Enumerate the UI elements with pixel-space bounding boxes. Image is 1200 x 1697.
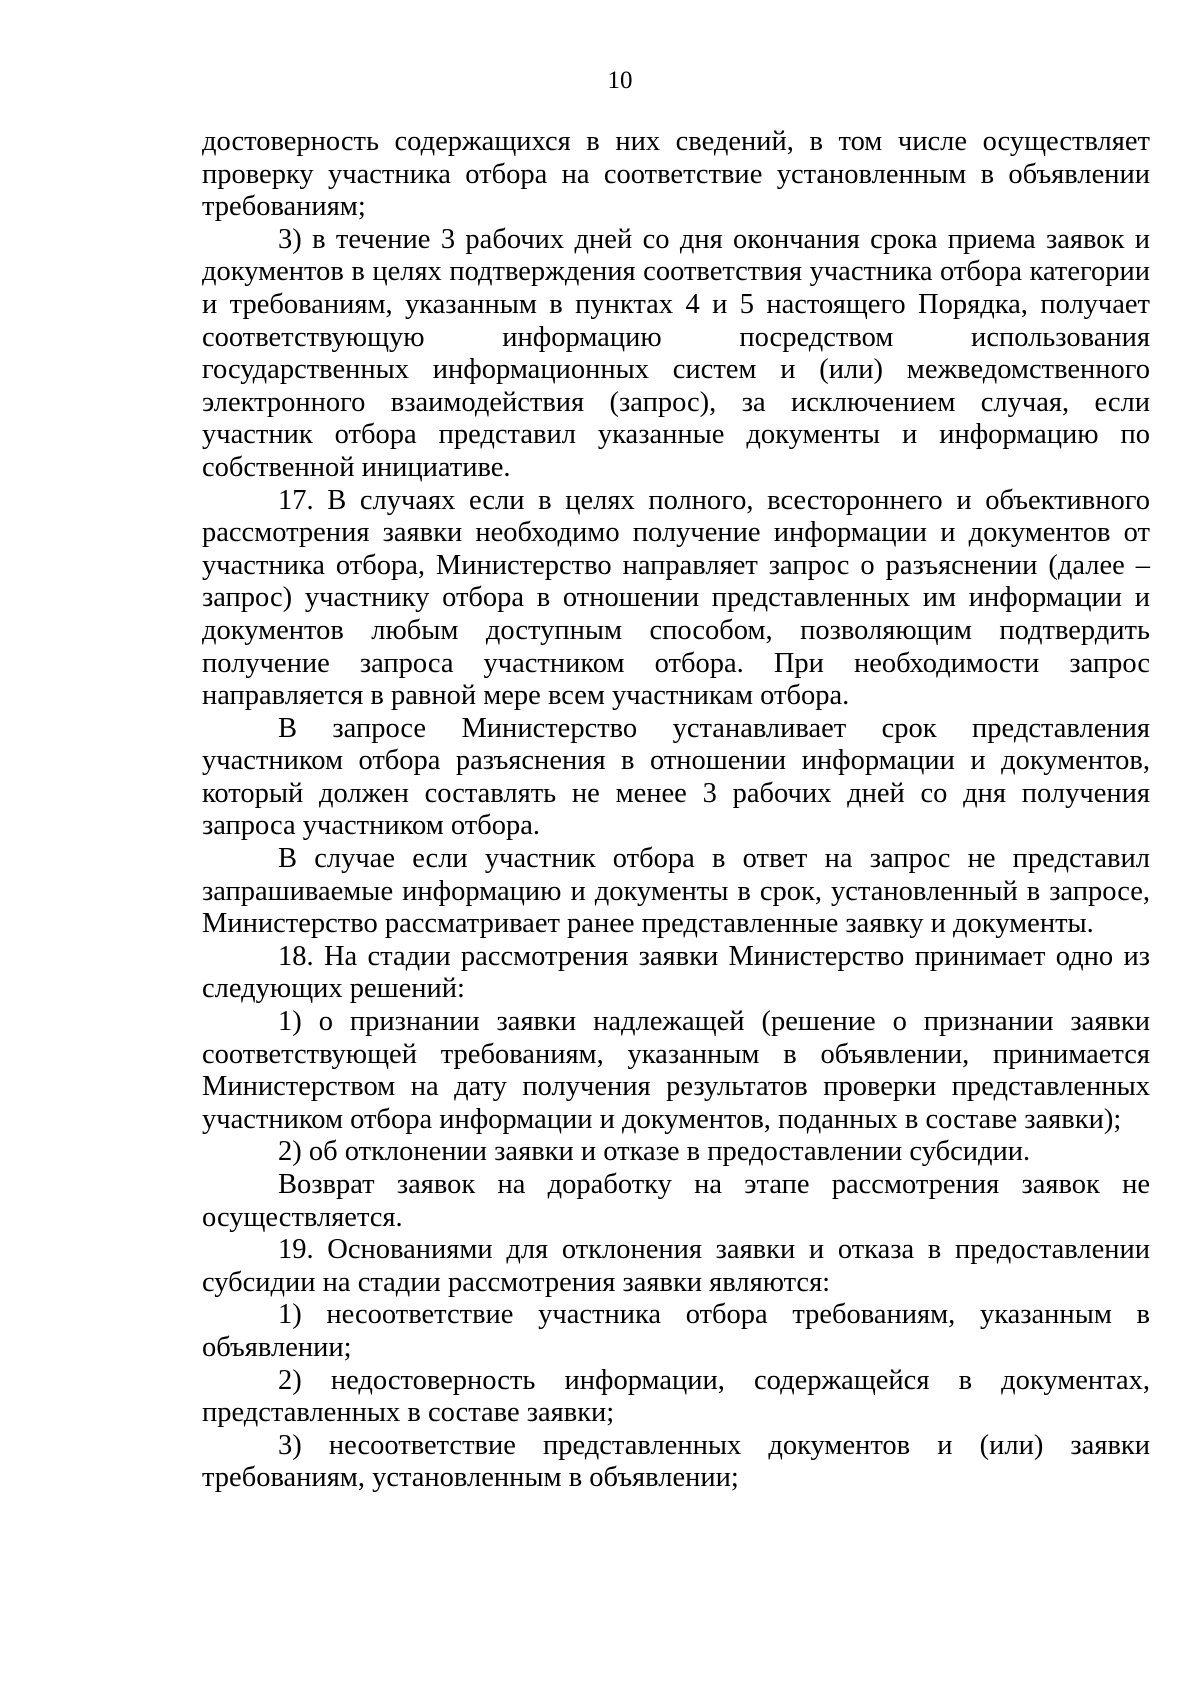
paragraph-clause-17: 17. В случаях если в целях полного, всестороннего и объективного рассмотрения заявки необходимо получение информации и документов от участника отбора, Министерство направляет запрос о разъяснении (далее – запрос) участнику отбора в отношении представленных им информации и документов любым доступным способом, позволяющим подтвердить получение запроса участником отбора. При необходимости запрос направляется в равной мере всем участникам отбора.: [202, 484, 1150, 712]
paragraph-decision-2: 2) об отклонении заявки и отказе в предоставлении субсидии.: [278, 1136, 1031, 1168]
paragraph-decision-1: 1) о признании заявки надлежащей (решение о признании заявки соответствующей требованиям, указанным в объявлении, принимается Министерством на дату получения результатов проверки представленных участником отбора информации и документов, поданных в составе заявки);: [202, 1006, 1150, 1135]
paragraph-ground-2: 2) недостоверность информации, содержащейся в документах, представленных в составе заявки;: [202, 1364, 1150, 1429]
paragraph-item-3: 3) в течение 3 рабочих дней со дня окончания срока приема заявок и документов в целях подтверждения соответствия участника отбора категории и требованиям, указанным в пунктах 4 и 5 настоящего Порядка, получает соответствующую информацию посредством использования государственных информационных систем и (или) межведомственного электронного взаимодействия (запрос), за исключением случая, если участник отбора представил указанные документы и информацию по собственной инициативе.: [202, 223, 1150, 483]
paragraph-ground-1: 1) несоответствие участника отбора требованиям, указанным в объявлении;: [202, 1299, 1150, 1363]
paragraph-continuation: достоверность содержащихся в них сведений, в том числе осуществляет проверку участника отбора на соответствие установленным в объявлении требованиям;: [202, 126, 1150, 223]
paragraph-no-response: В случае если участник отбора в ответ на запрос не представил запрашиваемые информацию и документы в срок, установленный в запросе, Министерство рассматривает ранее представленные заявку и документы.: [202, 843, 1150, 940]
paragraph-no-revision: Возврат заявок на доработку на этапе рассмотрения заявок не осуществляется.: [202, 1169, 1150, 1233]
paragraph-clause-19: 19. Основаниями для отклонения заявки и отказа в предоставлении субсидии на стадии рассмотрения заявки являются:: [202, 1234, 1150, 1298]
paragraph-ground-3: 3) несоответствие представленных документов и (или) заявки требованиям, установленным в объявлении;: [202, 1429, 1150, 1494]
paragraph-request-deadline: В запросе Министерство устанавливает срок представления участником отбора разъяснения в отношении информации и документов, который должен составлять не менее 3 рабочих дней со дня получения запроса участником отбора.: [202, 712, 1150, 842]
document-body: [202, 126, 1150, 1495]
paragraph-clause-18: 18. На стадии рассмотрения заявки Министерство принимает одно из следующих решений:: [202, 940, 1150, 1005]
page-number: 10: [607, 67, 633, 94]
